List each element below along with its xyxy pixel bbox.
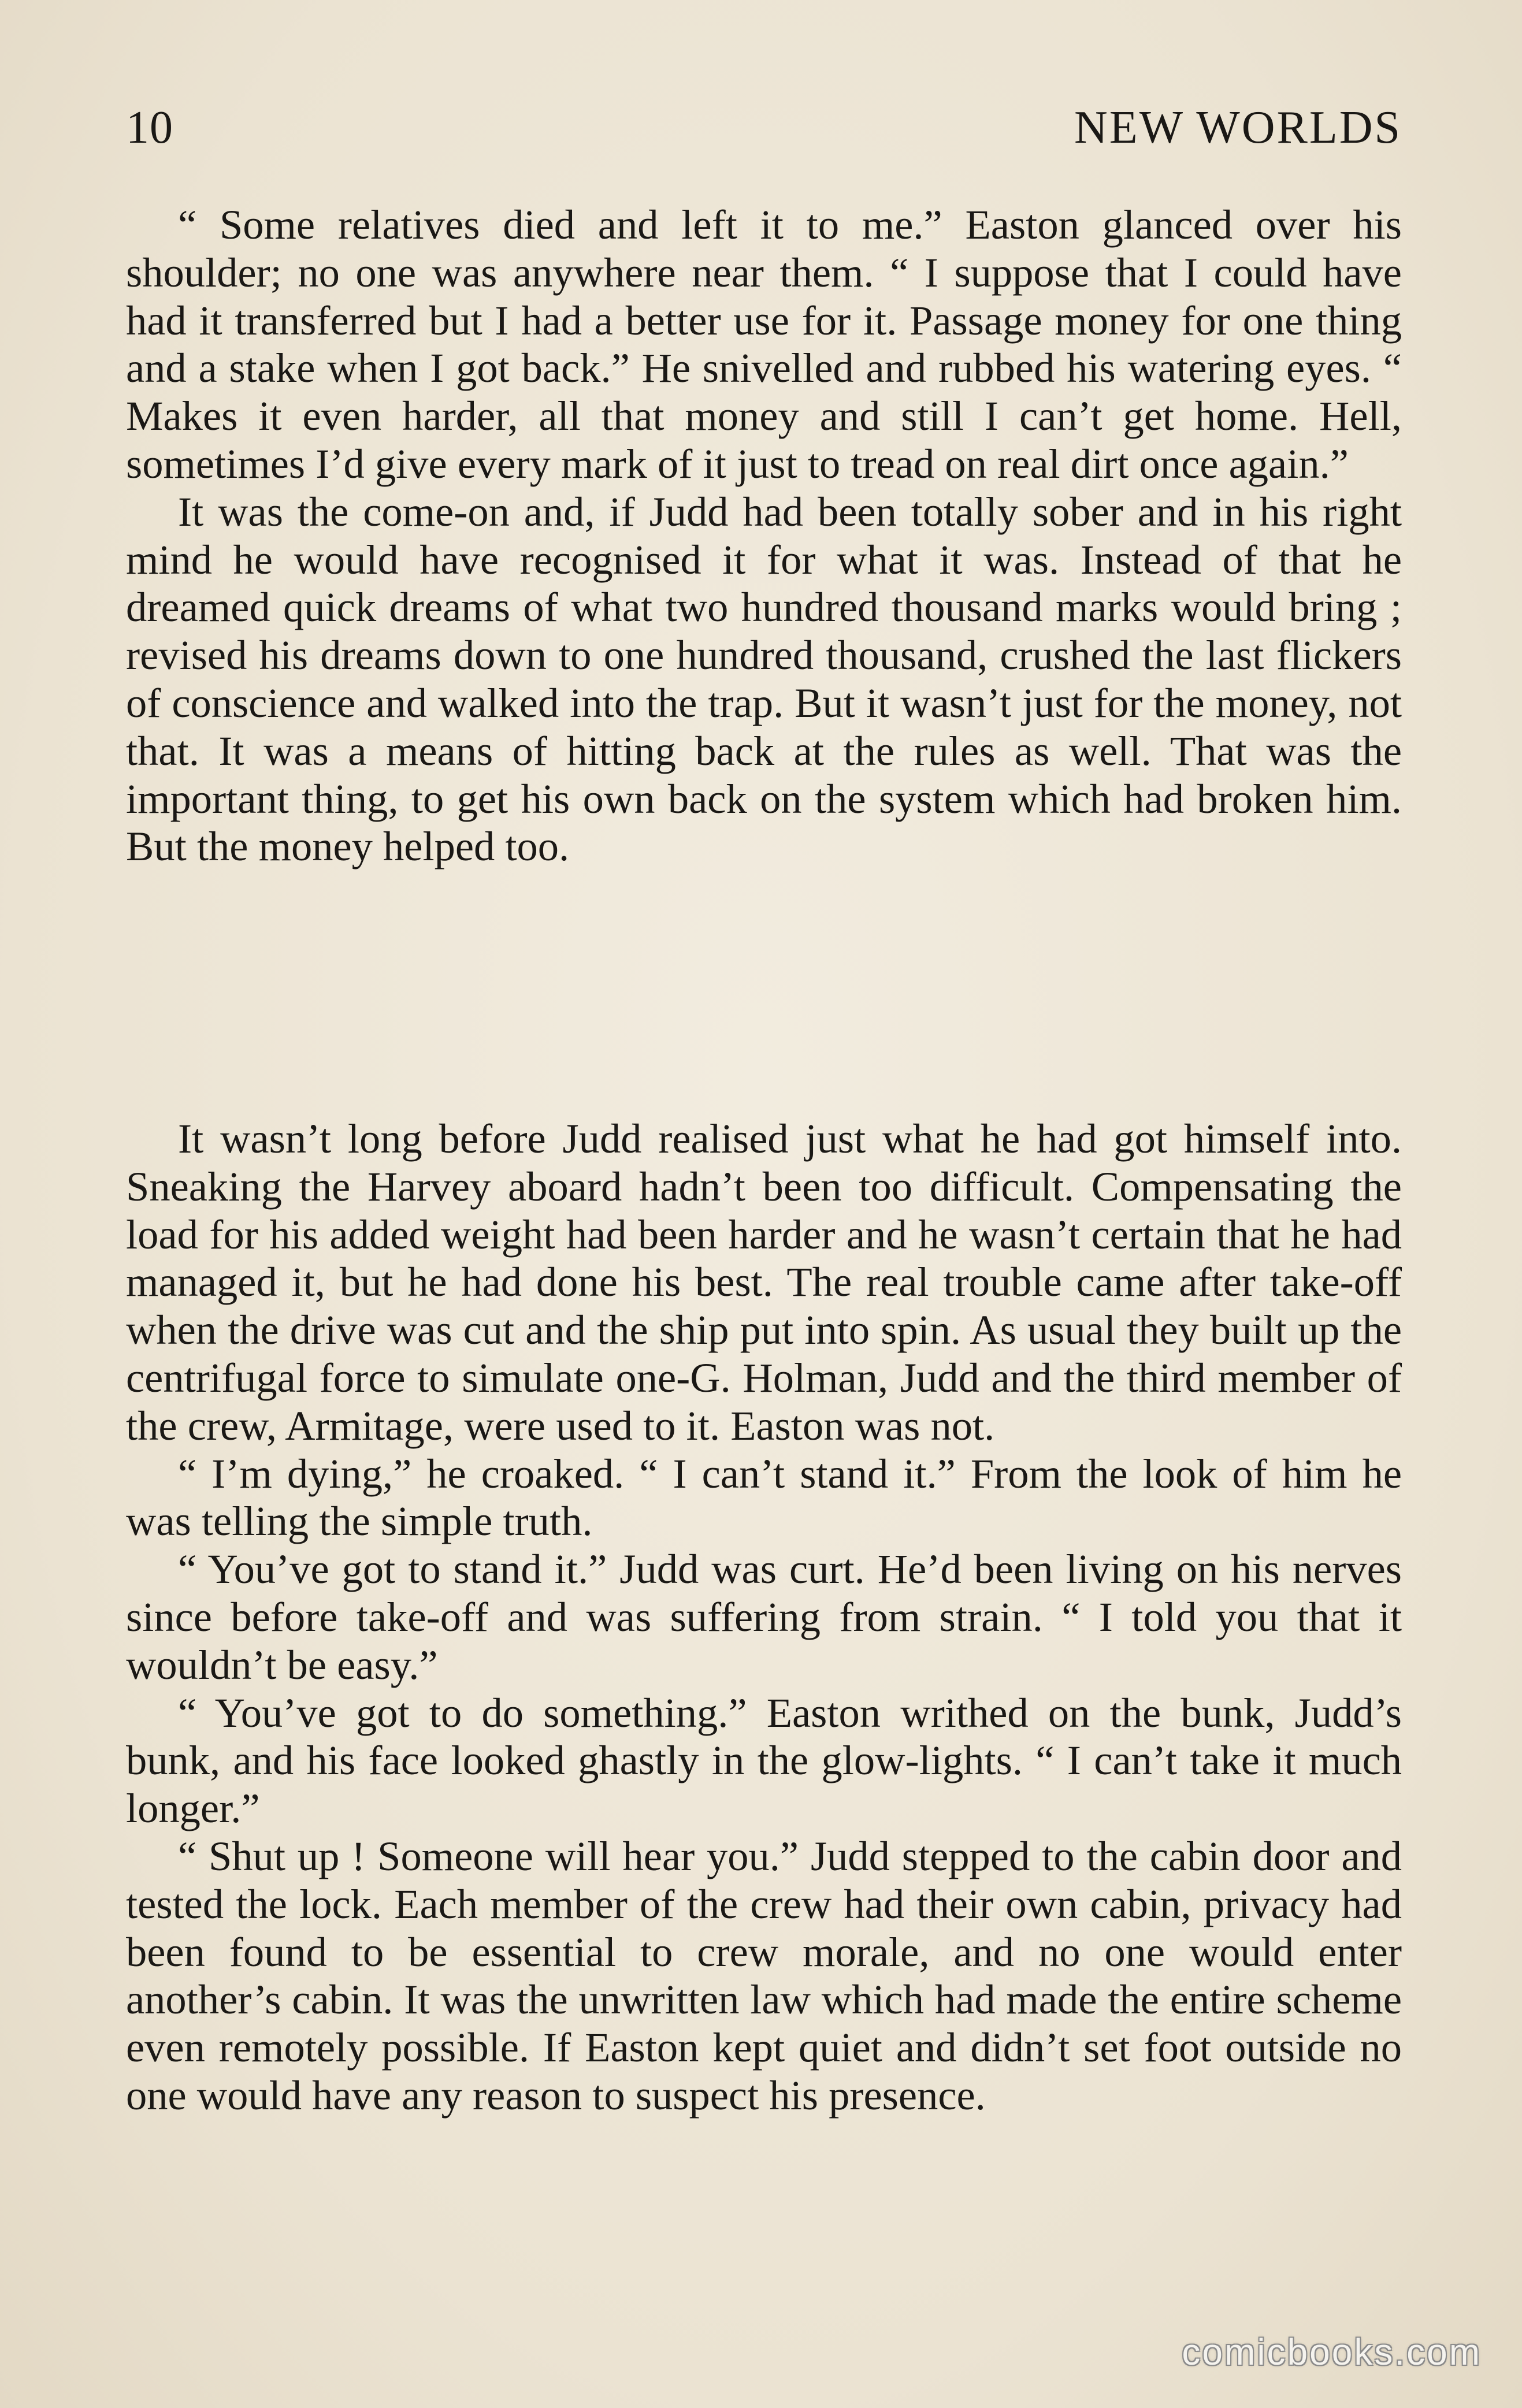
running-title: NEW WORLDS [1074,102,1402,153]
paragraph: It wasn’t long before Judd realised just what he had got himself into. Sneaking the Harvey aboard hadn’t been too difficult. Compensating the load for his added weight had been harder and he wasn’t certain that he had managed it, but he had done his best. The real trouble came after take-off when the drive was cut and the ship put into spin. As usual they built up the centrifugal force to simulate one-G. Holman, Judd and the third member of the crew, Armitage, were used to it. Easton was not. [126,1115,1402,1449]
paragraph: “ Some relatives died and left it to me.” Easton glanced over his shoulder; no one was anywhere near them. “ I suppose that I could have had it transferred but I had a better use for it. Passage money for one thing and a stake when I got back.” He snivelled and rubbed his watering eyes. “ Makes it even harder, all that money and still I can’t get home. Hell, sometimes I’d give every mark of it just to tread on real dirt once again.” [126,201,1402,487]
page-number: 10 [126,102,173,153]
paragraph: “ Shut up ! Someone will hear you.” Judd stepped to the cabin door and tested the lock. Each member of the crew had their own cabin, privacy had been found to be essential to crew morale, and no one would enter another’s cabin. It was the unwritten law which had made the entire scheme even remotely possible. If Easton kept quiet and didn’t set foot outside no one would have any reason to suspect his presence. [126,1832,1402,2119]
paragraph: “ You’ve got to do something.” Easton writhed on the bunk, Judd’s bunk, and his face looked ghastly in the glow-lights. “ I can’t take it much longer.” [126,1689,1402,1832]
paragraph: “ I’m dying,” he croaked. “ I can’t stand it.” From the look of him he was telling the simple truth. [126,1450,1402,1545]
paragraph: “ You’ve got to stand it.” Judd was curt. He’d been living on his nerves since before take-off and was suffering from strain. “ I told you that it wouldn’t be easy.” [126,1545,1402,1688]
paragraph: It was the come-on and, if Judd had been totally sober and in his right mind he would have recognised it for what it was. Instead of that he dreamed quick dreams of what two hundred thousand marks would bring ; revised his dreams down to one hundred thousand, crushed the last flickers of conscience and walked into the trap. But it wasn’t just for the money, not that. It was a means of hitting back at the rules as well. That was the important thing, to get his own back on the system which had broken him. But the money helped too. [126,488,1402,870]
running-header [126,102,1402,165]
text-section-2 [126,1115,1402,2120]
text-section-1 [126,201,1402,871]
watermark-logo: comicbooks.com [1182,2331,1482,2373]
